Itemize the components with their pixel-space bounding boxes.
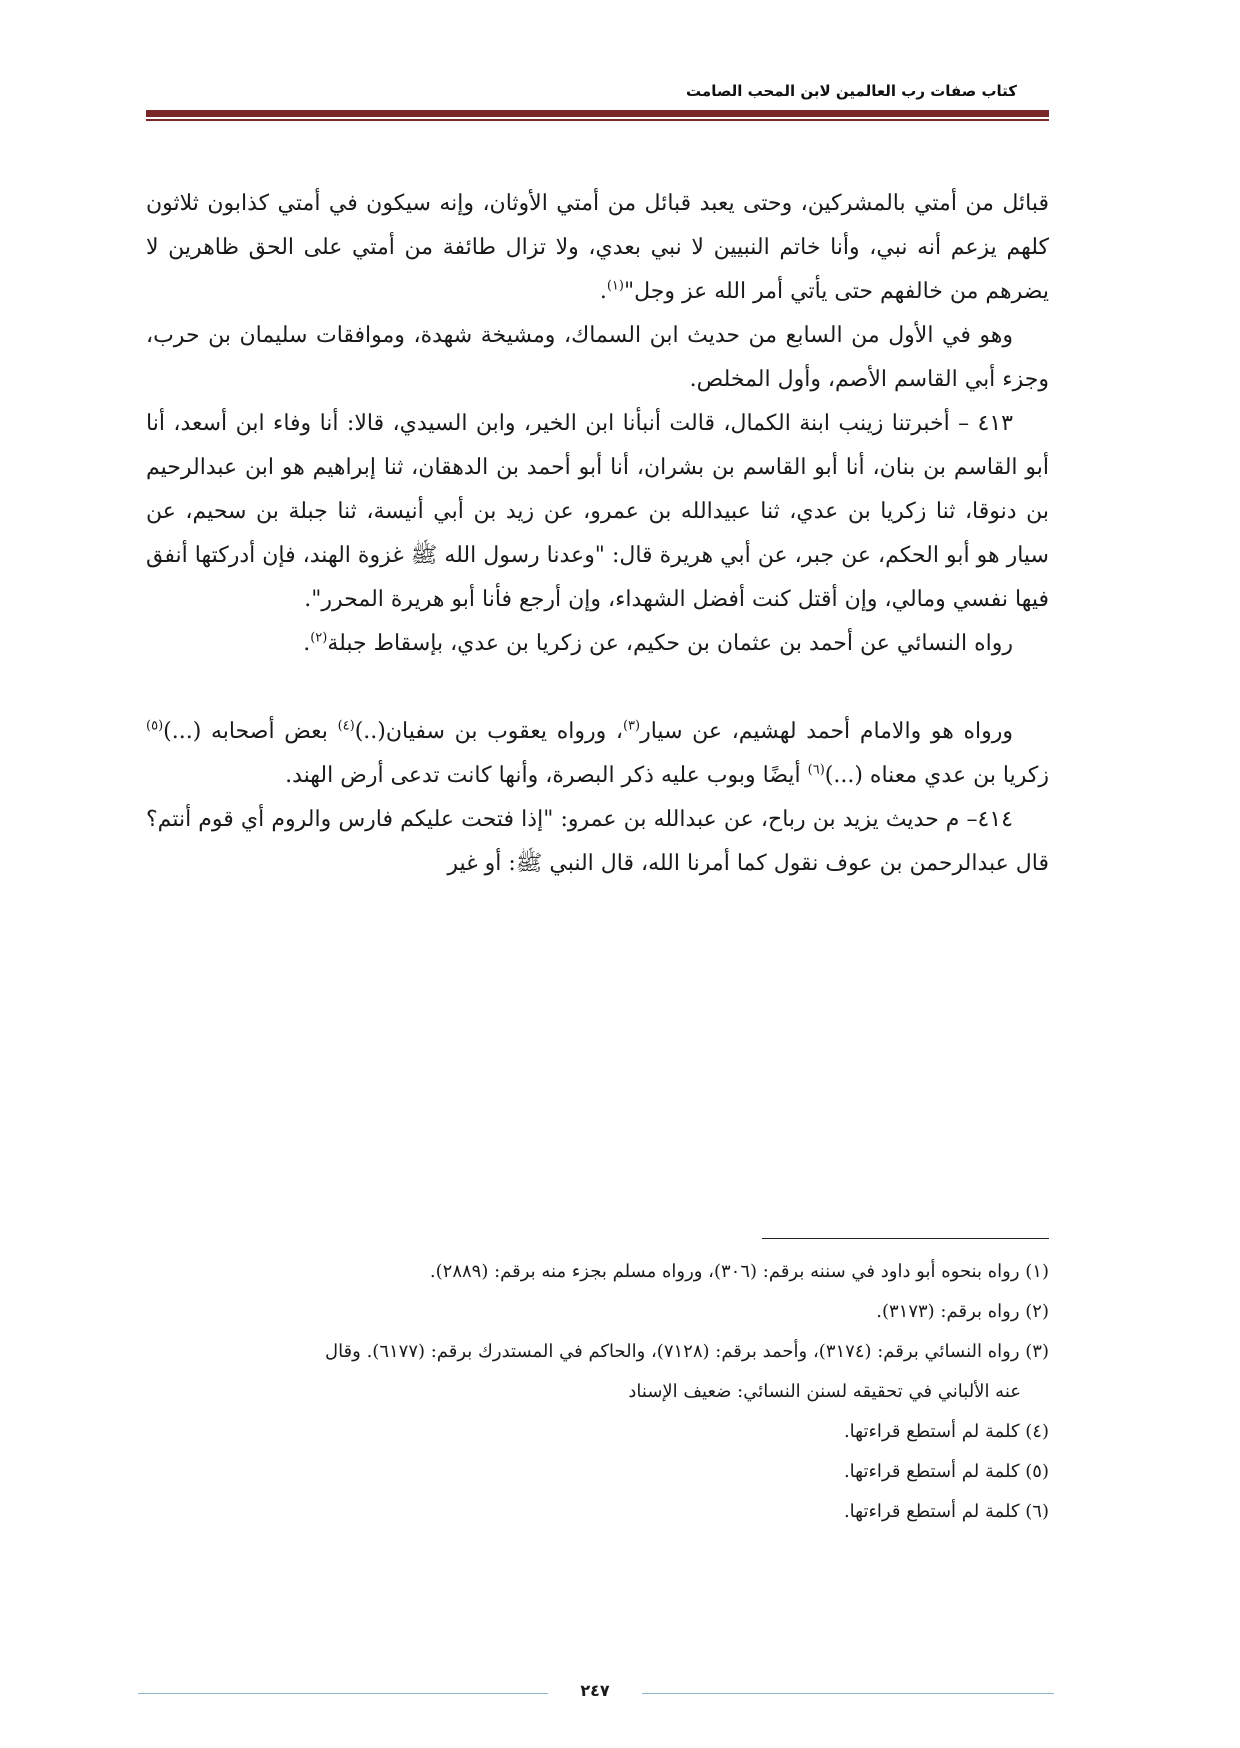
- footnote-ref-2[interactable]: (٢): [310, 630, 328, 646]
- footnote-1: (١) رواه بنحوه أبو داود في سننه برقم: (٣٠٦)، ورواه مسلم بجزء منه برقم: (٢٨٨٩).: [429, 1261, 1049, 1282]
- header-rule: [146, 110, 1049, 117]
- footnote-ref-4[interactable]: (٤): [337, 718, 355, 734]
- footer-rule-right: [642, 1693, 1054, 1694]
- paragraph-4: [146, 622, 1049, 666]
- paragraph-1: [146, 182, 1049, 314]
- paragraph-5-part-a: ورواه هو والامام أحمد لهشيم، عن سيار: [640, 719, 1014, 744]
- paragraph-1-end: .: [599, 279, 607, 304]
- footnote-2: (٢) رواه برقم: (٣١٧٣).: [876, 1301, 1049, 1322]
- paragraph-4-end: .: [303, 631, 311, 656]
- paragraph-2: وهو في الأول من السابع من حديث ابن السماك، ومشيخة شهدة، وموافقات سليمان بن حرب، وجزء أبي القاسم الأصم، وأول المخلص.: [146, 323, 1049, 392]
- footnote-3: (٣) رواه النسائي برقم: (٣١٧٤)، وأحمد برقم: (٧١٢٨)، والحاكم في المستدرك برقم: (٦١٧٧). وقال: [324, 1341, 1049, 1362]
- footnote-3-continued: عنه الألباني في تحقيقه لسنن النسائي: ضعيف الإسناد: [628, 1381, 1021, 1402]
- paragraph-1-text: قبائل من أمتي بالمشركين، وحتى يعبد قبائل من أمتي الأوثان، وإنه سيكون في أمتي كذابون ثلاثون كلهم يزعم أنه نبي، وأنا خاتم النبيين لا نبي بعدي، ولا تزال طائفة من أمتي على الحق ظاهرين لا يضرهم من خالفهم حتى يأتي أمر الله عز وجل": [146, 191, 1049, 304]
- footnote-ref-1[interactable]: (١): [606, 278, 624, 294]
- footnote-ref-5[interactable]: (٥): [146, 718, 164, 734]
- hadith-413: ٤١٣ – أخبرتنا زينب ابنة الكمال، قالت أنبأنا ابن الخير، وابن السيدي، قالا: أنا وفاء ابن أسعد، أنا أبو القاسم بن بنان، أنا أبو القاسم بن بشران، أنا أبو أحمد بن الدهقان، ثنا إبراهيم هو ابن عبدالرحيم بن دنوقا، ثنا زكريا بن عدي، ثنا عبيدالله بن عمرو، عن زيد بن أبي أنيسة، ثنا جبلة بن سحيم، عن سيار هو أبو الحكم، عن جبر، عن أبي هريرة قال: "وعدنا رسول الله ﷺ غزوة الهند، فإن أدركتها أنفق فيها نفسي ومالي، وإن أقتل كنت أفضل الشهداء، وإن أرجع فأنا أبو هريرة المحرر".: [146, 411, 1049, 612]
- paragraph-4-text: رواه النسائي عن أحمد بن عثمان بن حكيم، عن زكريا بن عدي، بإسقاط جبلة: [327, 631, 1013, 656]
- paragraph-5-part-c: بعض أصحابه (...): [163, 719, 338, 744]
- hadith-414: ٤١٤– م حديث يزيد بن رباح، عن عبدالله بن عمرو: "إذا فتحت عليكم فارس والروم أي قوم أنتم؟ قال عبدالرحمن بن عوف نقول كما أمرنا الله، قال النبي ﷺ: أو غير: [146, 807, 1049, 876]
- paragraph-5-part-b: ، ورواه يعقوب بن سفيان(..): [354, 719, 623, 744]
- footnotes: [146, 1252, 1049, 1532]
- footnote-separator: [762, 1238, 1049, 1239]
- main-text: [146, 182, 1049, 886]
- footnote-5: (٥) كلمة لم أستطع قراءتها.: [843, 1461, 1049, 1482]
- paragraph-5-part-d: زكريا بن عدي معناه (...): [824, 763, 1049, 788]
- footnote-ref-6[interactable]: (٦): [807, 762, 825, 778]
- page-number: ٢٤٧: [580, 1681, 610, 1700]
- paragraph-5: [146, 710, 1049, 798]
- header-rule-thin: [146, 119, 1049, 121]
- footer-rule-left: [138, 1693, 548, 1694]
- paragraph-5-part-e: أيضًا وبوب عليه ذكر البصرة، وأنها كانت تدعى أرض الهند.: [285, 763, 808, 788]
- footnote-4: (٤) كلمة لم أستطع قراءتها.: [843, 1421, 1049, 1442]
- running-header-title: كتاب صفات رب العالمين لابن المحب الصامت: [686, 82, 1017, 100]
- footnote-ref-3[interactable]: (٣): [622, 718, 641, 734]
- footnote-6: (٦) كلمة لم أستطع قراءتها.: [843, 1501, 1049, 1522]
